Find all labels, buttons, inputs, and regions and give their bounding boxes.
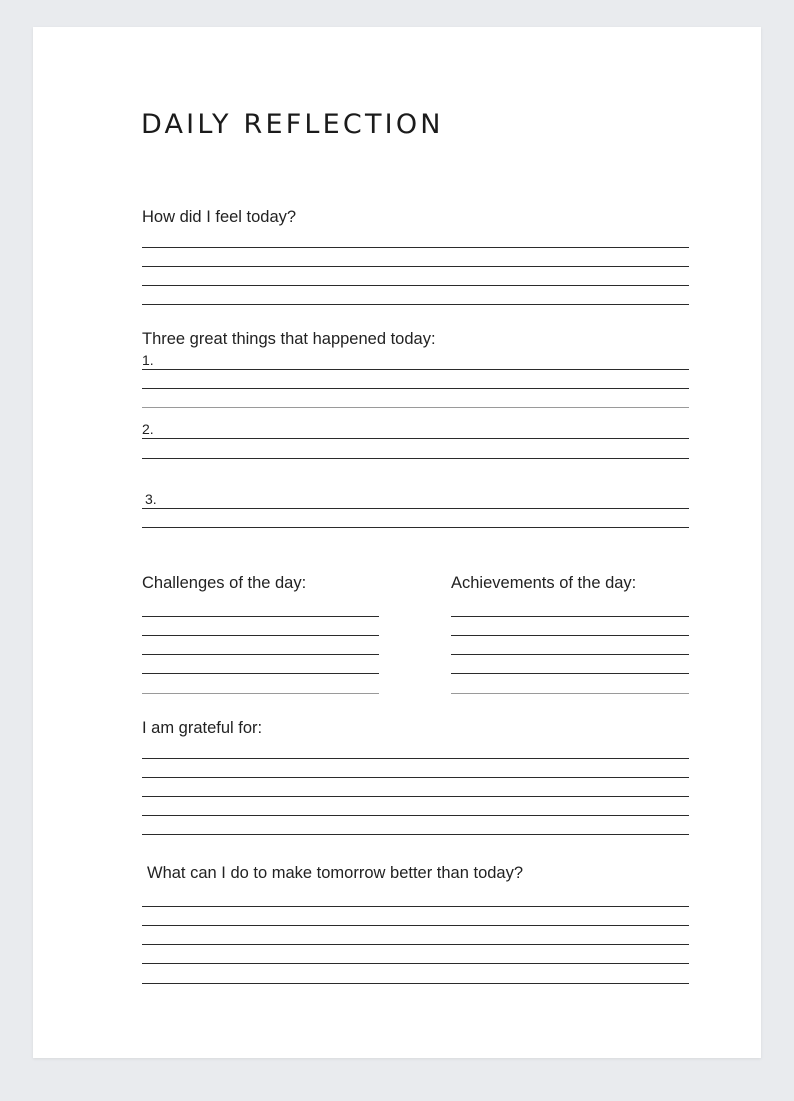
challenges-line-4[interactable] — [142, 673, 379, 674]
achievements-line-5[interactable] — [451, 693, 689, 694]
feel-line-3[interactable] — [142, 285, 689, 286]
achievements-line-3[interactable] — [451, 654, 689, 655]
great-thing-1-line-1[interactable] — [142, 369, 689, 370]
great-thing-1-number: 1. — [142, 352, 154, 368]
feel-line-4[interactable] — [142, 304, 689, 305]
tomorrow-line-1[interactable] — [142, 906, 689, 907]
tomorrow-line-5[interactable] — [142, 983, 689, 984]
great-thing-1-line-2[interactable] — [142, 388, 689, 389]
challenges-line-5[interactable] — [142, 693, 379, 694]
achievements-line-4[interactable] — [451, 673, 689, 674]
page-title: DAILY REFLECTION — [141, 109, 444, 140]
challenges-line-3[interactable] — [142, 654, 379, 655]
journal-page — [33, 27, 761, 1058]
great-thing-3-line-1[interactable] — [142, 508, 689, 509]
grateful-line-1[interactable] — [142, 758, 689, 759]
great-thing-2-line-1[interactable] — [142, 438, 689, 439]
achievements-line-2[interactable] — [451, 635, 689, 636]
tomorrow-line-4[interactable] — [142, 963, 689, 964]
challenges-line-2[interactable] — [142, 635, 379, 636]
challenges-line-1[interactable] — [142, 616, 379, 617]
grateful-line-5[interactable] — [142, 834, 689, 835]
grateful-line-3[interactable] — [142, 796, 689, 797]
challenges-prompt: Challenges of the day: — [142, 574, 307, 592]
achievements-prompt: Achievements of the day: — [451, 574, 637, 592]
feel-line-1[interactable] — [142, 247, 689, 248]
great-thing-2-line-2[interactable] — [142, 458, 689, 459]
great-thing-2-number: 2. — [142, 421, 154, 437]
great-thing-3-number: 3. — [145, 491, 157, 507]
feel-prompt: How did I feel today? — [142, 208, 297, 226]
great-things-prompt: Three great things that happened today: — [142, 330, 436, 348]
tomorrow-line-3[interactable] — [142, 944, 689, 945]
tomorrow-line-2[interactable] — [142, 925, 689, 926]
tomorrow-prompt: What can I do to make tomorrow better than today? — [147, 864, 524, 882]
great-thing-1-line-3[interactable] — [142, 407, 689, 408]
achievements-line-1[interactable] — [451, 616, 689, 617]
feel-line-2[interactable] — [142, 266, 689, 267]
grateful-line-2[interactable] — [142, 777, 689, 778]
grateful-prompt: I am grateful for: — [142, 719, 263, 737]
great-thing-3-line-2[interactable] — [142, 527, 689, 528]
grateful-line-4[interactable] — [142, 815, 689, 816]
